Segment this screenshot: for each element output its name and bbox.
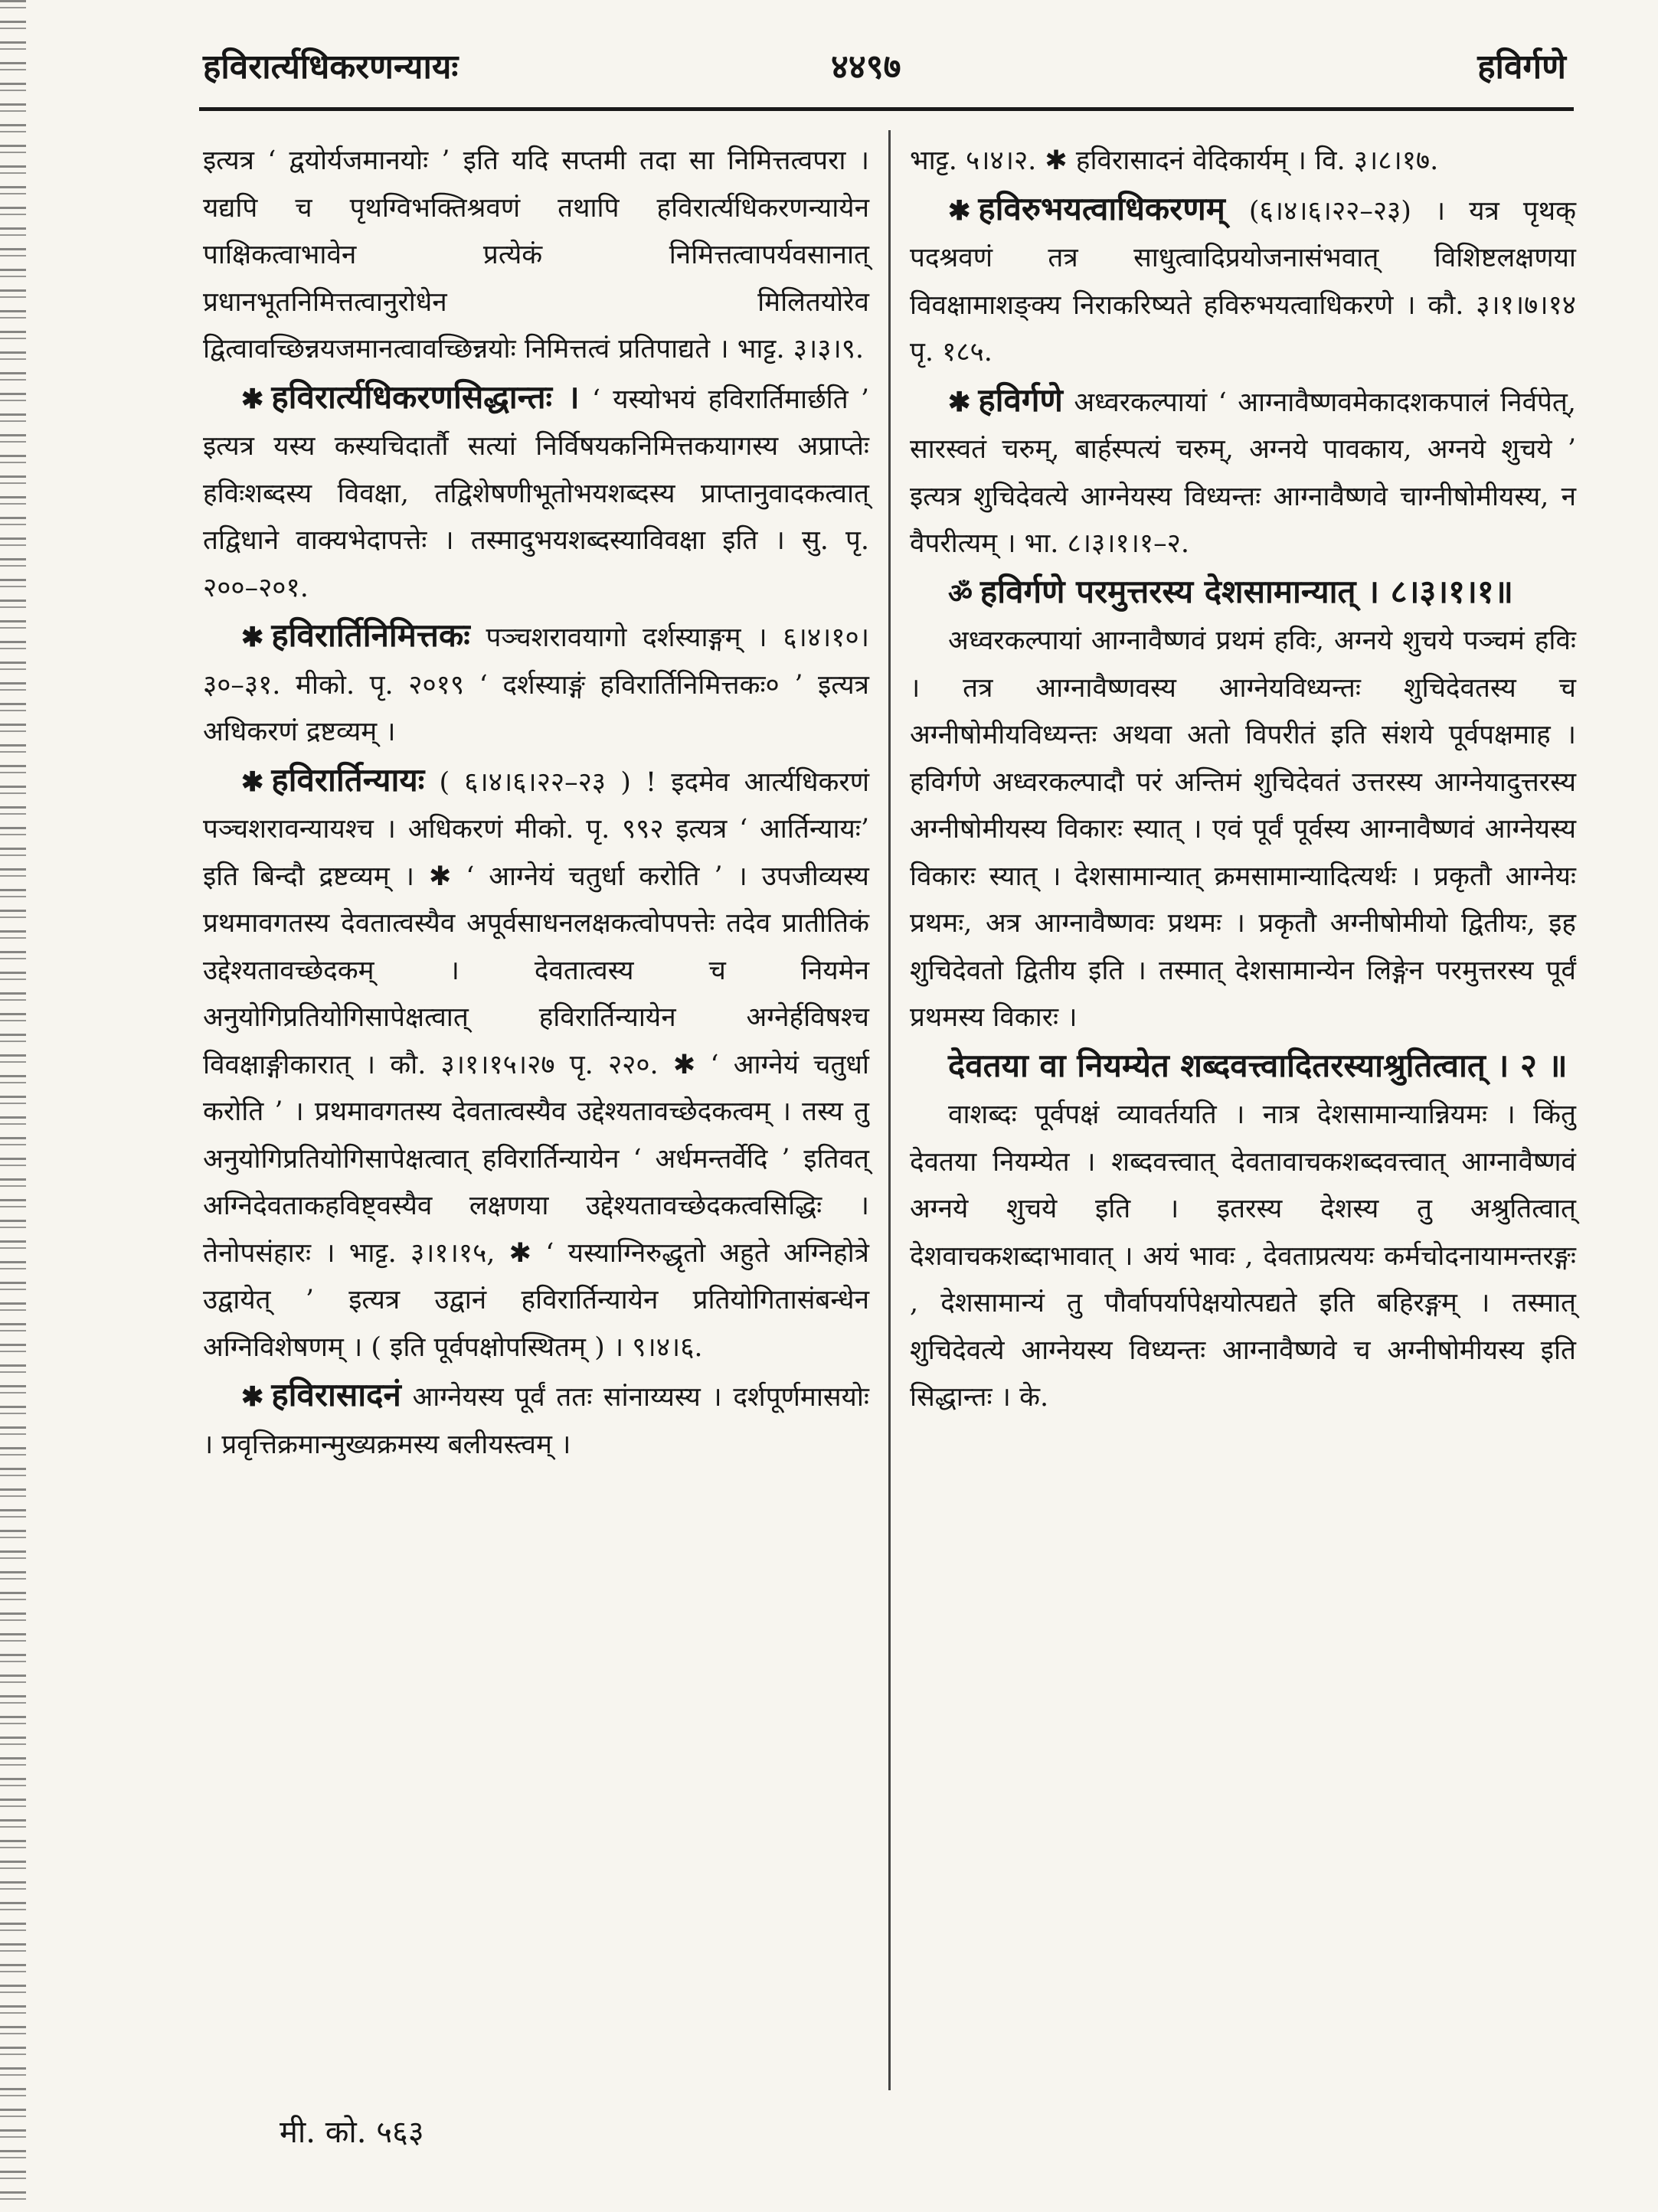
sutra-heading: हविर्गणे परमुत्तरस्य देशसामान्यात् । ८।३।१।१॥ bbox=[979, 572, 1513, 610]
sutra-heading: देवतया वा नियम्येत शब्दवत्त्वादितरस्याश्रुतित्वात् । २ ॥ bbox=[948, 1046, 1568, 1084]
right-entry-2 bbox=[910, 185, 1576, 377]
left-entry-2 bbox=[203, 374, 869, 613]
right-entry-1 bbox=[910, 138, 1576, 185]
page-header bbox=[203, 42, 1566, 96]
column-divider bbox=[888, 130, 891, 2090]
star-marker: ✱ bbox=[948, 194, 971, 227]
star-marker: ✱ bbox=[241, 1381, 264, 1413]
entry-text: इत्यत्र ‘ द्वयोर्यजमानयोः ’ इति यदि सप्तमी तदा सा निमित्तत्वपरा । यद्यपि च पृथग्विभक्तिश्रवणं तथापि हविरार्त्यधिकरणन्यायेन पाक्षिकत्वाभावेन प्रत्येकं निमित्तत्वापर्यवसानात् प्रधानभूतनिमित्तत्वानुरोधेन मिलितयोरेव द्वित्वावच्छिन्नयजमानत्वावच्छिन्नयोः निमित्तत्वं प्रतिपाद्यते । भाट्ट. ३।३।९. bbox=[203, 145, 869, 364]
right-entry-3 bbox=[910, 377, 1576, 568]
entry-text: अध्वरकल्पायां ‘ आग्नावैष्णवमेकादशकपालं निर्वपेत्, सारस्वतं चरुम्, बार्हस्पत्यं चरुम्, अग्नये पावकाय, अग्नये शुचये ’ इत्यत्र शुचिदेवत्ये आग्नेयस्य विध्यन्तः आग्नावैष्णवे चाग्नीषोमीयस्य, न वैपरीत्यम् । भा. ८।३।१।१–२. bbox=[910, 387, 1576, 559]
entry-text: अध्वरकल्पायां आग्नावैष्णवं प्रथमं हविः, अग्नये शुचये पञ्चमं हविः । तत्र आग्नावैष्णवस्य आग्नेयविध्यन्तः शुचिदेवतस्य च अग्नीषोमीयविध्यन्तः अथवा अतो विपरीतं इति संशये पूर्वपक्षमाह । हविर्गणे अध्वरकल्पादौ परं अन्तिमं शुचिदेवतं उत्तरस्य आग्नेयादुत्तरस्य अग्नीषोमीयस्य विकारः स्यात् । एवं पूर्वं पूर्वस्य आग्नावैष्णवं आग्नेयस्य विकारः स्यात् । देशसामान्यात् क्रमसामान्यादित्यर्थः । प्रकृतौ आग्नेयः प्रथमः, अत्र आग्नावैष्णवः प्रथमः । प्रकृतौ अग्नीषोमीयो द्वितीयः, इह शुचिदेवतो द्वितीय इति । तस्मात् देशसामान्येन लिङ्गेन परमुत्तरस्य पूर्वं प्रथमस्य विकारः । bbox=[910, 626, 1576, 1033]
entry-headword: हविरार्तिन्यायः bbox=[271, 760, 425, 799]
left-entry-4 bbox=[203, 756, 869, 1372]
left-entry-1 bbox=[203, 138, 869, 374]
scan-edge-shadow bbox=[0, 0, 26, 2212]
star-marker: ✱ bbox=[948, 386, 971, 418]
header-rule bbox=[199, 107, 1574, 111]
om-marker: ॐ bbox=[948, 577, 973, 609]
entry-text: ‘ यस्योभयं हविरार्तिमार्छति ’ इत्यत्र यस्य कस्यचिदार्तौ सत्यां निर्विषयकनिमित्तकयागस्य अप्राप्तेः हविःशब्दस्य विवक्षा, तद्विशेषणीभूतोभयशब्दस्य प्राप्तानुवादकत्वात् तद्विधाने वाक्यभेदापत्तेः । तस्मादुभयशब्दस्याविवक्षा इति । सु. पृ. २००–२०१. bbox=[203, 384, 869, 603]
entry-headword: हविरार्त्यधिकरणसिद्धान्तः । bbox=[271, 377, 580, 416]
header-right-title: हविर्गणे bbox=[1477, 47, 1566, 87]
entry-text: वाशब्दः पूर्वपक्षं व्यावर्तयति । नात्र देशसामान्यान्नियमः । किंतु देवतया नियम्येत । शब्दवत्त्वात् देवतावाचकशब्दवत्त्वात् आग्नावैष्णवं अग्नये शुचये इति । इतरस्य देशस्य तु अश्रुतित्वात् देशवाचकशब्दाभावात् । अयं भावः , देवताप्रत्ययः कर्मचोदनायामन्तरङ्गः , देशसामान्यं तु पौर्वापर्यापेक्षयोत्पद्यते इति बहिरङ्गम् । तस्मात् शुचिदेवत्ये आग्नेयस्य विध्यन्तः आग्नावैष्णवे च अग्नीषोमीयस्य इति सिद्धान्तः । के. bbox=[910, 1099, 1576, 1413]
left-column bbox=[203, 138, 869, 1469]
star-marker: ✱ bbox=[241, 383, 264, 415]
entry-text: ( ६।४।६।२२–२३ ) ! इदमेव आर्त्यधिकरणं पञ्चशरावन्यायश्च । अधिकरणं मीको. पृ. ९९२ इत्यत्र ‘ आर्तिन्यायः’ इति बिन्दौ द्रष्टव्यम् । ✱ ‘ आग्नेयं चतुर्धा करोति ’ । उपजीव्यस्य प्रथमावगतस्य देवतात्वस्यैव अपूर्वसाधनलक्षकत्वोपपत्तेः तदेव प्रातीतिकं उद्देश्यतावच्छेदकम् । देवतात्वस्य च नियमेन अनुयोगिप्रतियोगिसापेक्षत्वात् हविरार्तिन्यायेन अग्नेर्हविषश्च विवक्षाङ्गीकारात् । कौ. ३।१।१५।२७ पृ. २२०. ✱ ‘ आग्नेयं चतुर्धा करोति ’ । प्रथमावगतस्य देवतात्वस्यैव उद्देश्यतावच्छेदकत्वम् । तस्य तु अनुयोगिप्रतियोगिसापेक्षत्वात् हविरार्तिन्यायेन ‘ अर्धमन्तर्वेदि ’ इतिवत् अग्निदेवताकहविष्ट्वस्यैव लक्षणया उद्देश्यतावच्छेदकत्वसिद्धिः । तेनोपसंहारः । भाट्ट. ३।१।१५, ✱ ‘ यस्याग्निरुद्धृतो अहुते अग्निहोत्रे उद्वायेत् ’ इत्यत्र उद्वानं हविरार्तिन्यायेन प्रतियोगितासंबन्धेन अग्निविशेषणम् । ( इति पूर्वपक्षोपस्थितम् ) । ९।४।६. bbox=[203, 766, 869, 1363]
entry-headword: हविरुभयत्वाधिकरणम् bbox=[978, 189, 1225, 227]
entry-headword: हविरासादनं bbox=[271, 1376, 401, 1413]
right-commentary-1 bbox=[910, 618, 1576, 1042]
left-entry-3 bbox=[203, 612, 869, 756]
entry-text: भाट्ट. ५।४।२. ✱ हविरासादनं वेदिकार्यम् । वि. ३।८।१७. bbox=[910, 145, 1439, 176]
header-left-title: हविरार्त्यधिकरणन्यायः bbox=[203, 47, 459, 87]
star-marker: ✱ bbox=[241, 622, 264, 653]
star-marker: ✱ bbox=[241, 766, 264, 798]
page-footer-signature: मी. को. ५६३ bbox=[280, 2115, 424, 2150]
right-column bbox=[910, 138, 1576, 1422]
entry-text: आग्नेयस्य पूर्वं ततः सांनाय्यस्य । दर्शपूर्णमासयोः । प्रवृत्तिक्रमान्मुख्यक्रमस्य बलीयस्त्वम् । bbox=[203, 1382, 869, 1460]
right-sutra-1 bbox=[910, 568, 1576, 619]
page-number: ४४९७ bbox=[831, 47, 901, 87]
entry-headword: हविरार्तिनिमित्तकः bbox=[271, 616, 470, 654]
entry-headword: हविर्गणे bbox=[978, 381, 1063, 419]
entry-text: (६।४।६।२२–२३) । यत्र पृथक् पदश्रवणं तत्र साधुत्वादिप्रयोजनासंभवात् विशिष्टलक्षणया विवक्षामाशङ्क्य निराकरिष्यते हविरुभयत्वाधिकरणे । कौ. ३।१।७।१४ पृ. १८५. bbox=[910, 195, 1576, 368]
right-commentary-2 bbox=[910, 1092, 1576, 1422]
left-entry-5 bbox=[203, 1371, 869, 1469]
entry-text: पञ्चशरावयागो दर्शस्याङ्गम् । ६।४।१०।३०–३१. मीको. पृ. २०१९ ‘ दर्शस्याङ्गं हविरार्तिनिमित्तकः० ’ इत्यत्र अधिकरणं द्रष्टव्यम् । bbox=[203, 622, 869, 747]
right-sutra-2 bbox=[910, 1042, 1576, 1093]
